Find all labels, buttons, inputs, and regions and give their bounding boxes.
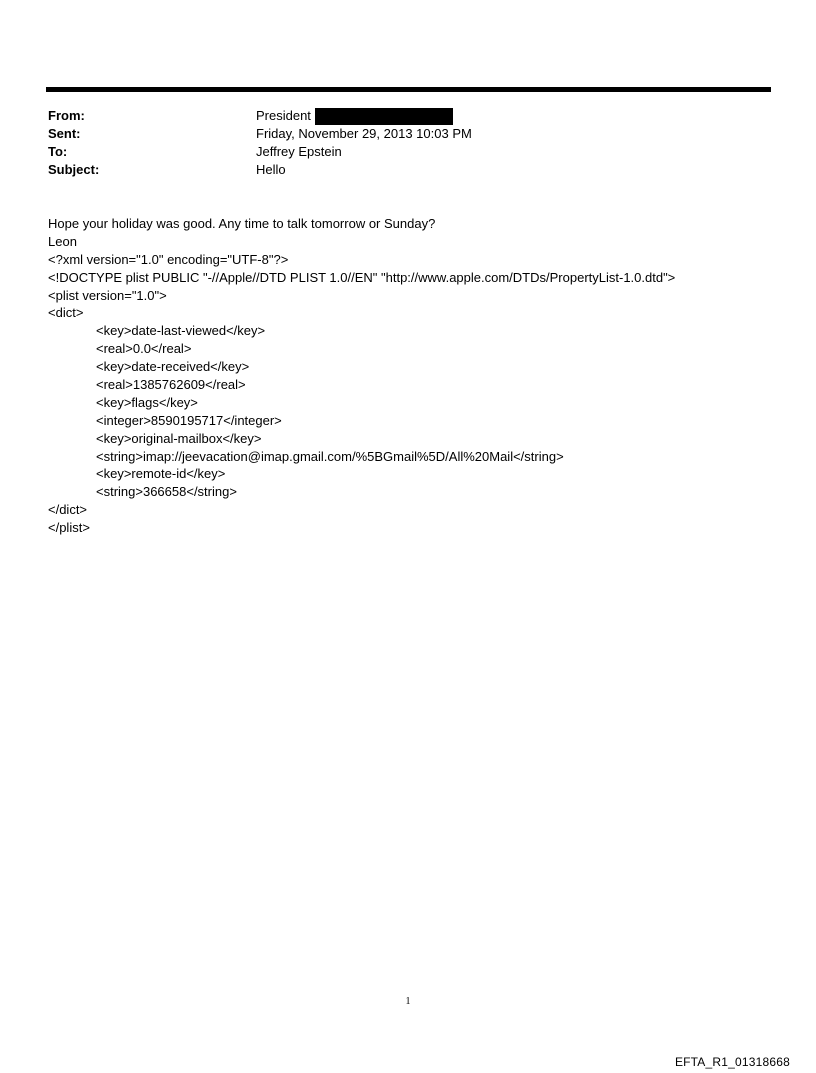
body-line: <!DOCTYPE plist PUBLIC "-//Apple//DTD PLIST 1.0//EN" "http://www.apple.com/DTDs/PropertyList-1.0.dtd"> [48, 269, 676, 285]
sent-label: Sent: [48, 126, 81, 141]
body-line: Hope your holiday was good. Any time to talk tomorrow or Sunday? [48, 216, 436, 231]
sent-value: Friday, November 29, 2013 10:03 PM [256, 126, 472, 141]
from-row [48, 107, 748, 125]
body-line: <dict> [48, 305, 84, 321]
body-line: <key>flags</key> [96, 394, 198, 410]
body-line: <integer>8590195717</integer> [96, 412, 282, 428]
to-row [48, 143, 748, 161]
page-number: 1 [405, 996, 411, 1007]
from-value: President [256, 108, 311, 123]
header-divider [46, 87, 771, 92]
body-line: <plist version="1.0"> [48, 287, 167, 303]
body-line: <string>imap://jeevacation@imap.gmail.com/%5BGmail%5D/All%20Mail</string> [96, 448, 564, 464]
body-line: <key>original-mailbox</key> [96, 430, 262, 446]
to-value: Jeffrey Epstein [256, 144, 342, 159]
document-id: EFTA_R1_01318668 [674, 1055, 790, 1069]
to-label: To: [48, 144, 68, 159]
body-line: <string>366658</string> [96, 484, 237, 500]
subject-value: Hello [256, 162, 286, 177]
email-body [48, 215, 788, 537]
body-line: <real>1385762609</real> [96, 377, 246, 393]
body-line: <key>date-last-viewed</key> [96, 323, 266, 339]
subject-row [48, 161, 748, 179]
from-label: From: [48, 108, 85, 123]
body-line: <key>remote-id</key> [96, 466, 226, 482]
body-line: </plist> [48, 520, 90, 536]
body-line: </dict> [48, 502, 88, 518]
email-header [48, 107, 748, 179]
subject-label: Subject: [48, 162, 100, 177]
redaction-box [315, 108, 453, 125]
body-line: <real>0.0</real> [96, 341, 192, 357]
body-line: <?xml version="1.0" encoding="UTF-8"?> [48, 251, 289, 267]
body-line: <key>date-received</key> [96, 359, 250, 375]
body-line: Leon [48, 233, 77, 249]
sent-row [48, 125, 748, 143]
